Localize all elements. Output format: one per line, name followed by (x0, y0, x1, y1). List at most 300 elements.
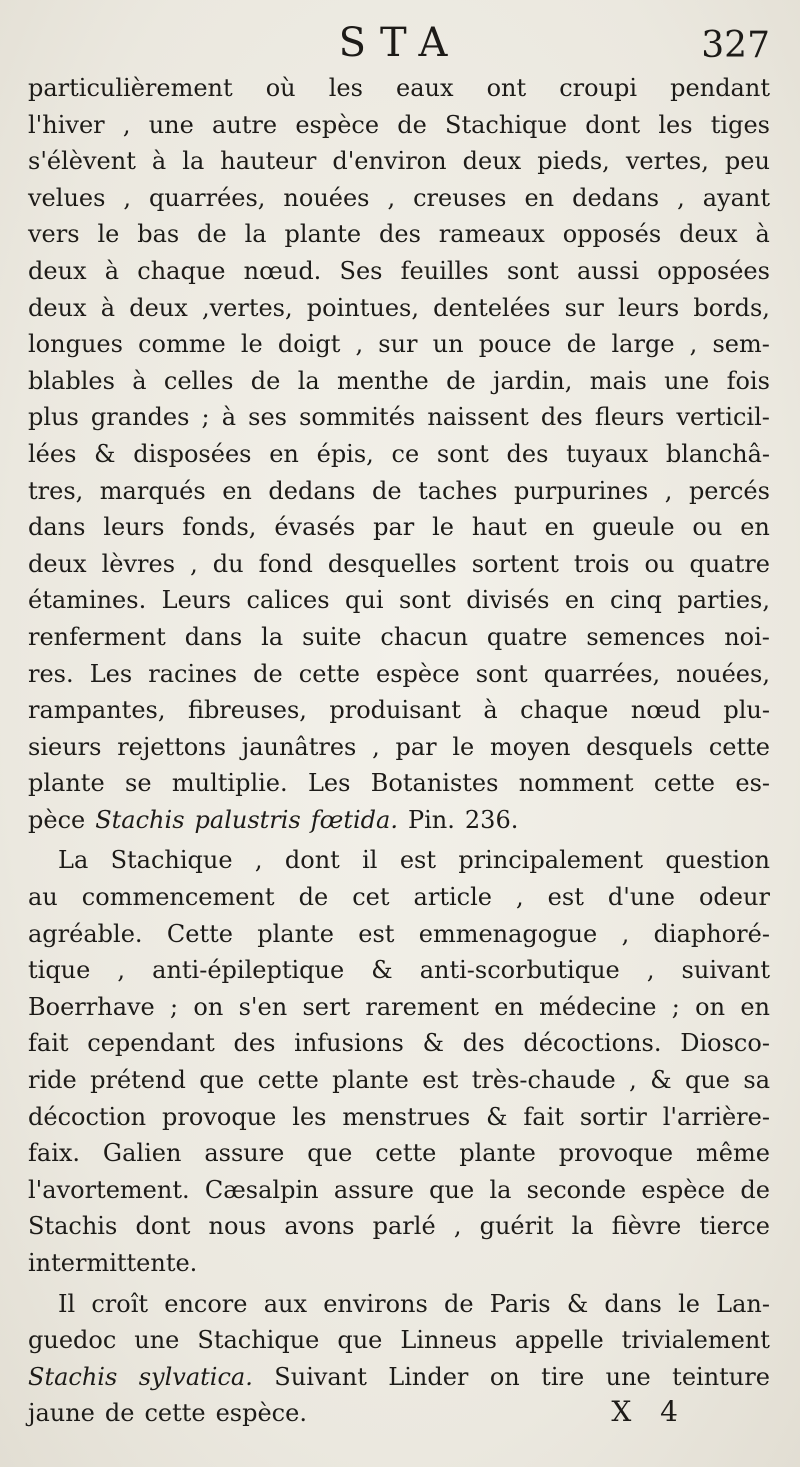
word: se (125, 769, 152, 798)
word: palustris (194, 805, 301, 834)
word: deux (28, 256, 87, 285)
word: à (483, 696, 498, 725)
word: cet (352, 883, 390, 912)
word: du (212, 549, 244, 578)
word: où (265, 74, 296, 102)
word: à (132, 366, 147, 395)
word: & (94, 439, 116, 468)
word: cette (144, 1399, 206, 1428)
word: que (684, 1066, 730, 1095)
word: ayant (702, 183, 770, 212)
word: par (373, 513, 415, 542)
word: fond (258, 549, 313, 578)
word: peu (724, 147, 770, 176)
word: le (432, 513, 455, 542)
word: de (446, 366, 476, 395)
word: est (358, 919, 395, 948)
word: sert (302, 992, 351, 1021)
word: Cette (166, 919, 233, 948)
word: par (395, 732, 437, 761)
word: jaunâtres (241, 732, 357, 761)
word: décoctions. (523, 1029, 662, 1058)
word: dont (284, 846, 340, 875)
word: en (269, 439, 299, 468)
word: , (646, 956, 655, 985)
word: cette (708, 732, 770, 761)
word: dont (135, 1212, 191, 1241)
word: , (516, 883, 524, 912)
text-line (28, 1025, 770, 1062)
word: Stachis (28, 1212, 118, 1241)
word: tres, (28, 476, 84, 505)
word: à (104, 256, 120, 285)
word: noi- (724, 622, 770, 651)
word: purpurines (513, 476, 649, 505)
word: gueule (592, 513, 675, 542)
word: médecine (539, 992, 657, 1021)
word: cette (653, 769, 716, 798)
word: leurs (103, 513, 165, 542)
word: dedans (572, 183, 660, 212)
text-line (28, 802, 770, 839)
word: ride (28, 1066, 77, 1095)
word: quarrées, (149, 183, 266, 212)
word: nous (208, 1212, 267, 1241)
word: que (337, 1326, 383, 1355)
word: Pin. (407, 805, 455, 834)
word: dans (604, 1289, 662, 1318)
word: 236. (464, 805, 519, 834)
word: l'avortement. (28, 1175, 190, 1204)
word: renferment (28, 622, 166, 651)
text-line (28, 1135, 770, 1172)
word: croît (91, 1289, 149, 1318)
word: environs (323, 1289, 428, 1318)
word: évasés (274, 513, 356, 542)
word: espèce. (215, 1399, 307, 1428)
word: une (605, 1362, 651, 1391)
word: des (233, 1029, 276, 1058)
word: des (379, 220, 421, 249)
text-line (28, 729, 770, 766)
word: à (100, 293, 116, 322)
word: marqués (99, 476, 206, 505)
text-line (28, 656, 770, 693)
word: opposés (562, 220, 662, 249)
word: divisés (466, 586, 550, 615)
text-line (28, 290, 770, 327)
word: sortent (471, 549, 559, 578)
word: , (122, 110, 131, 139)
word: menstrues (342, 1102, 471, 1131)
word: , (117, 956, 126, 985)
text-line (28, 143, 770, 180)
word: cinq (609, 586, 662, 615)
word: à (151, 147, 167, 176)
text-line (28, 619, 770, 656)
word: ou (692, 513, 723, 542)
word: lèvres (101, 549, 176, 578)
word: assure (204, 1139, 285, 1168)
word: de (298, 883, 329, 912)
word: prétend (90, 1066, 186, 1095)
word: pèce (28, 805, 86, 834)
word: en (524, 183, 555, 212)
word: dentelées (433, 293, 551, 322)
word: bords, (693, 293, 770, 322)
word: fois (726, 366, 770, 395)
word: rampantes, (28, 696, 166, 725)
word: suite (302, 622, 362, 651)
word: s'en (238, 992, 288, 1021)
word: s'élèvent (28, 147, 136, 176)
word: deux (679, 220, 738, 249)
word: de (250, 366, 281, 395)
word: appelle (514, 1326, 604, 1355)
word: commencement (81, 883, 275, 912)
word: le (678, 1289, 700, 1318)
word: Paris (489, 1289, 551, 1318)
text-line (28, 1099, 770, 1136)
word: creuses (413, 183, 507, 212)
word: sem- (712, 330, 770, 359)
word: , (677, 183, 685, 212)
word: , (355, 330, 364, 359)
word: ce (391, 439, 420, 468)
word: rarement (365, 992, 479, 1021)
word: pendant (670, 74, 770, 102)
word: anti-épileptique (152, 956, 345, 985)
word: que (307, 1139, 353, 1168)
word: Les (89, 659, 133, 688)
word: , (664, 476, 673, 505)
word: décoction (28, 1102, 147, 1131)
word: espèce (295, 110, 380, 139)
word: sylvatica. (138, 1362, 253, 1391)
word: d'une (607, 883, 675, 912)
word: question (665, 846, 770, 875)
word: des (540, 403, 583, 432)
text-line (28, 989, 770, 1026)
word: longues (28, 330, 123, 359)
word: desquels (586, 732, 694, 761)
word: nouées (283, 183, 370, 212)
text-line (28, 1359, 770, 1396)
word: trivialement (621, 1326, 770, 1355)
word: disposées (133, 439, 252, 468)
word: chacun (380, 622, 468, 651)
word: quatre (486, 622, 568, 651)
word: chaque (520, 696, 609, 725)
word: une (148, 110, 194, 139)
word: celles (163, 366, 234, 395)
word: bas (137, 220, 180, 249)
word: aussi (577, 256, 640, 285)
word: tique (28, 956, 91, 985)
word: fait (523, 1102, 564, 1131)
word: menthe (337, 366, 429, 395)
word: , (190, 549, 198, 578)
text-line (28, 842, 770, 879)
word: plante (284, 220, 362, 249)
word: tierce (699, 1212, 770, 1241)
word: nœud. (243, 256, 322, 285)
word: en (564, 586, 595, 615)
word: feuilles (400, 256, 489, 285)
word: sa (743, 1066, 770, 1095)
word: Leurs (161, 586, 232, 615)
word: seconde (526, 1175, 627, 1204)
word: Galien (102, 1139, 182, 1168)
word: article (413, 883, 492, 912)
text-line (28, 436, 770, 473)
word: une (134, 1326, 180, 1355)
word: l'arrière- (662, 1102, 770, 1131)
word: taches (418, 476, 498, 505)
word: cette (375, 1139, 437, 1168)
word: que (199, 1066, 245, 1095)
word: ses (248, 403, 287, 432)
signature-mark: X 4 (611, 1395, 688, 1428)
word: espèce (641, 1175, 726, 1204)
word: cette (257, 1066, 319, 1095)
text-line (28, 952, 770, 989)
word: ; (671, 992, 680, 1021)
word: velues (28, 183, 106, 212)
word: plante (28, 769, 105, 798)
text-line (28, 582, 770, 619)
word: de (397, 110, 427, 139)
word: jaune (28, 1399, 95, 1428)
body-text (28, 70, 770, 1432)
word: nœud (630, 696, 701, 725)
text-line (28, 692, 770, 729)
word: tiges (710, 110, 770, 139)
word: sortir (579, 1102, 647, 1131)
word: tire (541, 1362, 585, 1391)
word: , (621, 919, 630, 948)
word: est (547, 883, 584, 912)
word: ou (644, 549, 675, 578)
word: la (571, 1212, 594, 1241)
word: pointues, (306, 293, 419, 322)
word: le (452, 732, 475, 761)
word: il (362, 846, 378, 875)
word: calices (246, 586, 330, 615)
text-line (28, 765, 770, 802)
word: nouées, (676, 659, 770, 688)
word: les (292, 1102, 327, 1131)
word: autre (212, 110, 278, 139)
word: sont (398, 586, 451, 615)
text-line (28, 107, 770, 144)
word: encore (164, 1289, 248, 1318)
word: deux (129, 293, 188, 322)
word: grandes (90, 403, 190, 432)
word: la (182, 147, 205, 176)
word: ont (486, 74, 527, 102)
text-line (28, 363, 770, 400)
word: odeur (698, 883, 770, 912)
text-line (28, 1062, 770, 1099)
word: plante (459, 1139, 536, 1168)
word: large (611, 330, 675, 359)
text-line (28, 1245, 770, 1282)
word: très-chaude (471, 1066, 616, 1095)
word: de (371, 476, 402, 505)
word: de (740, 1175, 770, 1204)
word: tuyaux (566, 439, 649, 468)
word: diaphoré- (653, 919, 770, 948)
word: en (544, 513, 575, 542)
text-line (28, 70, 770, 107)
word: fièvre (611, 1212, 682, 1241)
text-line (28, 1286, 770, 1323)
word: naissent (427, 403, 529, 432)
text-line (28, 473, 770, 510)
word: à (221, 403, 237, 432)
word: multiplie. (171, 769, 288, 798)
word: rejettons (117, 732, 227, 761)
word: la (261, 622, 284, 651)
word: faix. (28, 1139, 81, 1168)
word: guérit (479, 1212, 554, 1241)
word: fœtida. (310, 805, 398, 834)
word: , (123, 183, 132, 212)
word: provoque (162, 1102, 277, 1131)
word: particulièrement (28, 74, 233, 102)
word: la (489, 1175, 512, 1204)
word: Boerrhave (28, 992, 155, 1021)
word: es- (735, 769, 770, 798)
word: percés (688, 476, 770, 505)
word: ,vertes, (201, 293, 293, 322)
word: deux (28, 549, 87, 578)
word: dont (585, 110, 641, 139)
word: au (28, 883, 58, 912)
word: avons (284, 1212, 355, 1241)
text-line (28, 253, 770, 290)
word: Stachique (445, 110, 568, 139)
word: , (689, 330, 698, 359)
running-head: STA (338, 20, 462, 66)
word: sieurs (28, 732, 102, 761)
text-line (28, 180, 770, 217)
word: de (197, 220, 227, 249)
word: eaux (396, 74, 454, 102)
word: desquelles (327, 549, 457, 578)
word: fonds, (182, 513, 257, 542)
word: suivant (681, 956, 770, 985)
word: des (506, 439, 549, 468)
word: Linder (388, 1362, 469, 1391)
word: en (740, 992, 770, 1021)
text-line (28, 879, 770, 916)
word: assure (333, 1175, 414, 1204)
word: dedans (268, 476, 356, 505)
word: & (371, 956, 393, 985)
word: opposées (657, 256, 770, 285)
word: que (429, 1175, 475, 1204)
word: sont (506, 256, 559, 285)
page-header (0, 18, 800, 68)
word: Les (307, 769, 351, 798)
text-line (28, 216, 770, 253)
word: deux (462, 147, 522, 176)
word: intermittente. (28, 1249, 198, 1277)
word: Il (58, 1289, 76, 1318)
word: épis, (316, 439, 374, 468)
word: parlé (372, 1212, 436, 1241)
word: provoque (558, 1139, 674, 1168)
word: , (254, 846, 263, 875)
word: cependant (87, 1029, 215, 1058)
word: Stachique (110, 846, 233, 875)
text-line (28, 509, 770, 546)
word: & (650, 1066, 672, 1095)
word: Stachis (95, 805, 185, 834)
word: plus (28, 403, 79, 432)
word: on (489, 1362, 520, 1391)
word: en (222, 476, 252, 505)
word: qui (345, 586, 384, 615)
word: blables (28, 366, 115, 395)
word: sur (564, 293, 604, 322)
word: cette (298, 659, 360, 688)
word: , (372, 732, 380, 761)
word: res. (28, 659, 74, 688)
word: Diosco- (680, 1029, 770, 1058)
word: fait (28, 1029, 69, 1058)
word: & (486, 1102, 508, 1131)
word: le (97, 220, 120, 249)
word: la (244, 220, 267, 249)
word: sur (378, 330, 418, 359)
word: en (494, 992, 524, 1021)
word: à (755, 220, 770, 249)
word: , (629, 1066, 637, 1095)
word: emmenagogue (418, 919, 598, 948)
word: vers (28, 220, 80, 249)
word: blanchâ- (665, 439, 770, 468)
word: quatre (689, 549, 770, 578)
text-line (28, 1172, 770, 1209)
word: étamines. (28, 586, 147, 615)
word: guedoc (28, 1326, 117, 1355)
word: infusions (294, 1029, 404, 1058)
word: est (422, 1066, 459, 1095)
word: principalement (458, 846, 644, 875)
word: racines (148, 659, 238, 688)
word: anti-scorbutique (419, 956, 620, 985)
word: doigt (277, 330, 341, 359)
word: espèce (376, 659, 460, 688)
word: de (253, 659, 283, 688)
word: une (664, 366, 710, 395)
word: sont (436, 439, 489, 468)
word: Cæsalpin (204, 1175, 319, 1204)
word: les (328, 74, 363, 102)
word: on (695, 992, 726, 1021)
word: leurs (618, 293, 680, 322)
word: d'environ (332, 147, 447, 176)
word: La (58, 846, 89, 875)
word: de (104, 1399, 135, 1428)
word: semences (586, 622, 706, 651)
text-line (28, 399, 770, 436)
text-line (28, 916, 770, 953)
text-line (28, 326, 770, 363)
